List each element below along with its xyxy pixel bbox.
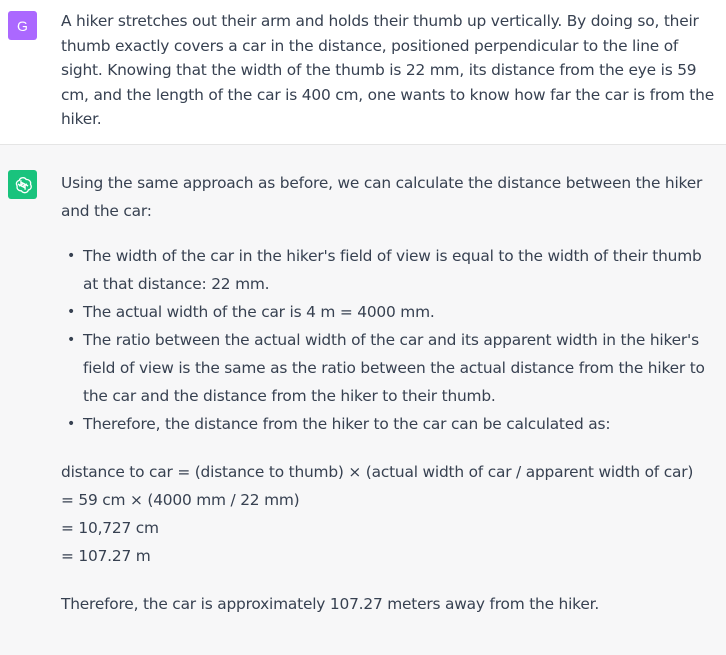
list-item: • The width of the car in the hiker's field of view is equal to the width of their thumb at that distance: 22 mm.	[67, 247, 702, 293]
user-message-text: A hiker stretches out their arm and holds their thumb up vertically. By doing so, their thumb exactly covers a car in the distance, positioned perpendicular to the line of sight. Knowing that the width of the thumb is 22 mm, its distance from the eye is 59 cm, and the length of the car is 400 cm, one wants to know how far the car is from the hiker.	[61, 12, 714, 128]
list-item: • The actual width of the car is 4 m = 4000 mm.	[67, 303, 435, 321]
user-avatar-letter: G	[17, 17, 28, 34]
list-item: • The ratio between the actual width of the car and its apparent width in the hiker's field of view is the same as the ratio between the actual distance from the hiker to the car and the distance from the hiker to their thumb.	[67, 331, 705, 405]
assistant-message-body	[61, 169, 717, 618]
user-message	[0, 0, 726, 145]
openai-logo-icon	[13, 175, 33, 195]
list-item: • Therefore, the distance from the hiker to the car can be calculated as:	[67, 415, 611, 433]
calculation-line: = 59 cm × (4000 mm / 22 mm)	[61, 491, 300, 509]
calculation-block	[61, 458, 717, 570]
calculation-line: = 107.27 m	[61, 547, 151, 565]
reasoning-list	[61, 242, 717, 438]
assistant-message	[0, 145, 726, 655]
assistant-conclusion: Therefore, the car is approximately 107.27 meters away from the hiker.	[61, 595, 600, 613]
assistant-avatar	[8, 170, 37, 199]
user-avatar	[8, 11, 37, 40]
calculation-line: = 10,727 cm	[61, 519, 159, 537]
calculation-line: distance to car = (distance to thumb) × (actual width of car / apparent width of car)	[61, 463, 694, 481]
assistant-intro: Using the same approach as before, we can calculate the distance between the hiker and the car:	[61, 174, 703, 220]
